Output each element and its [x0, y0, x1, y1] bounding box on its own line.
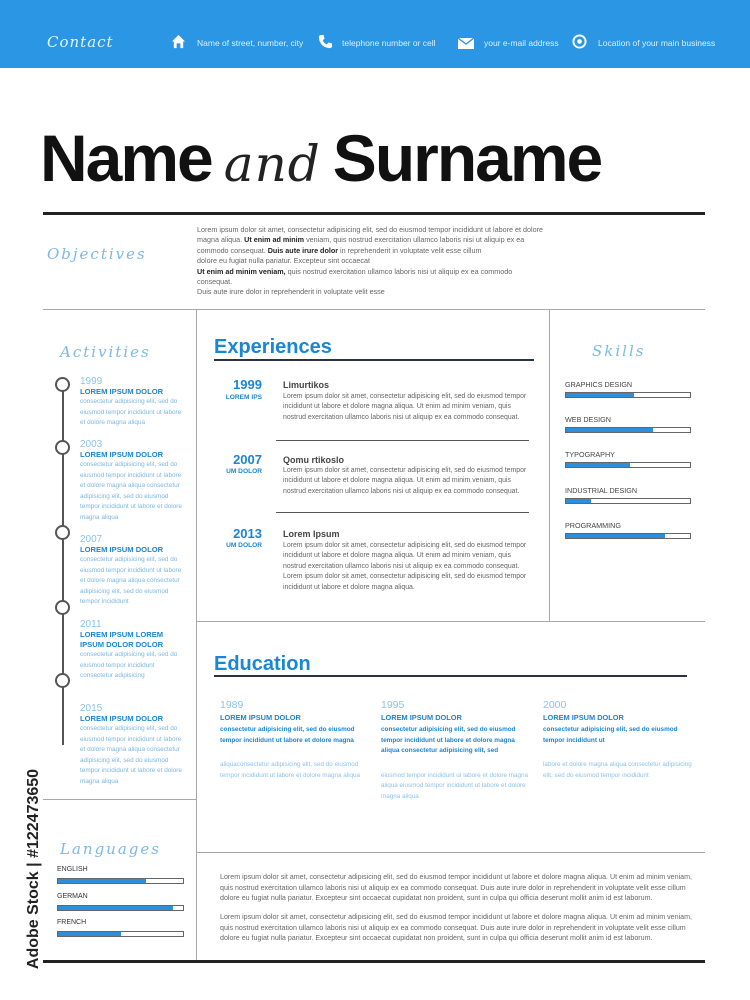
stock-watermark-text: Adobe Stock | #122473650 — [25, 768, 42, 970]
top-divider — [43, 212, 705, 215]
skill-label: GRAPHICS DESIGN — [565, 380, 633, 389]
activity-year: 1999 — [80, 376, 103, 387]
bottom-divider — [43, 960, 705, 963]
education-item — [381, 699, 531, 802]
objectives-line: Lorem ipsum dolor sit amet, consectetur adipisicing elit, sed do eiusmod tempor incididunt ut labore et dolore — [197, 225, 543, 234]
contact-address: Name of street, number, city — [197, 38, 304, 48]
location-icon — [572, 34, 587, 49]
activity-text: consectetur adipisicing elit, sed do eiusmod tempor incididunt consectetur adipisicing — [80, 651, 178, 680]
language-bar-fill — [58, 906, 173, 910]
education-item — [220, 699, 370, 781]
language-label: FRENCH — [57, 919, 87, 926]
divider — [196, 621, 705, 622]
experience-text: Lorem ipsum dolor sit amet, consectetur adipisicing elit, sed do eiusmod tempor incididunt ut labore et dolore magna aliqua. Ut enim ad minim veniam, quis nostrud exercitation ullamco laboris nisi ut aliquip ex ea commodo consequat. — [283, 467, 527, 495]
education-text: eiusmod tempor incididunt ut labore et dolore magna aliqua eiusmod tempor incididunt ut labore et dolore magna aliqua — [381, 771, 529, 800]
objectives-line: Duis aute irure dolor in reprehenderit in voluptate velit esse — [197, 287, 385, 297]
languages-label: Languages — [60, 840, 161, 858]
home-icon — [171, 34, 186, 49]
skills-label: Skills — [592, 342, 646, 360]
experience-title: Limurtikos — [283, 380, 330, 390]
skill-bar — [565, 533, 691, 539]
divider — [549, 309, 550, 621]
skill-bar-fill — [566, 393, 634, 397]
objectives-line: magna aliqua. Ut enim ad minim veniam, quis nostrud exercitation ullamco laboris nisi ut aliquip ex ea — [197, 235, 525, 245]
objectives-line: dolore eu fugiat nulla pariatur. Excepteur sint occaecat — [197, 256, 371, 266]
education-title: LOREM IPSUM DOLOR — [220, 713, 301, 722]
education-title: LOREM IPSUM DOLOR — [543, 713, 624, 722]
education-year: 1995 — [381, 699, 405, 711]
activity-title: LOREM IPSUM DOLOR — [80, 714, 164, 723]
activity-year: 2003 — [80, 439, 103, 450]
language-bar — [57, 931, 184, 937]
skill-label: PROGRAMMING — [565, 521, 621, 530]
education-sub: consectetur adipisicing elit, sed do eiusmod tempor incididunt ut labore et dolore magna aliqua consectetur adipisicing elit, sed — [381, 726, 516, 755]
language-bar — [57, 905, 184, 911]
skill-bar — [565, 462, 691, 468]
timeline-dot — [55, 673, 70, 688]
experience-sub: UM DOLOR — [226, 468, 262, 475]
contact-label: Contact — [47, 33, 114, 51]
timeline-line — [62, 383, 64, 745]
education-heading: Education — [214, 653, 311, 675]
experience-title: Qomu rtikoslo — [283, 455, 345, 465]
activity-title: LOREM IPSUM DOLOR — [80, 387, 164, 396]
experience-text: Lorem ipsum dolor sit amet, consectetur adipisicing elit, sed do eiusmod tempor incididunt ut labore et dolore magna aliqua. Ut enim ad minim veniam, quis nostrud exercitation ullamco laboris nisi ut aliquip ex ea commodo consequat. — [283, 393, 527, 421]
education-text: labore et dolore magna aliqua consectetur adipisicing elit, sed do eiusmod tempor incididunt — [543, 761, 692, 779]
experiences-rule — [214, 359, 534, 361]
experiences-heading: Experiences — [214, 336, 332, 358]
contact-location: Location of your main business — [598, 38, 716, 48]
language-label: GERMAN — [57, 893, 88, 900]
language-bar-fill — [58, 879, 146, 883]
activity-text: consectetur adipisicing elit, sed do eiusmod tempor incididunt ut labore et dolore magna aliqua — [80, 398, 182, 427]
skill-bar — [565, 498, 691, 504]
skill-label: WEB DESIGN — [565, 415, 611, 424]
experience-text: Lorem ipsum dolor sit amet, consectetur adipisicing elit, sed do eiusmod tempor incididunt ut labore et dolore magna aliqua. Ut enim ad minim veniam, quis nostrud exercitation ullamco laboris nisi ut aliquip ex ea commodo consequat. Lorem ipsum dolor sit amet, consectetur adipisicing elit, sed do eiusmod tempor incididunt ut labore et dolore magna aliqua. — [283, 542, 527, 591]
experience-separator — [276, 440, 529, 441]
page-title — [40, 120, 710, 196]
last-name: Surname — [332, 121, 602, 195]
education-year: 1989 — [220, 699, 244, 711]
education-year: 2000 — [543, 699, 567, 711]
summary-paragraph: Lorem ipsum dolor sit amet, consectetur adipisicing elit, sed do eiusmod tempor incididunt ut labore et dolore magna aliqua. Ut enim ad minim veniam, quis nostrud exercitation ullamco laboris nisi ut aliquip ex ea commodo consequat. Duis aute irure dolor in reprehenderit in voluptate velit esse cillum dolore eu fugiat nulla pariatur. Excepteur sint occaecat cupidatat non proident, sunt in culpa qui officia deserunt mollit anim id est laborum. — [220, 873, 692, 902]
stock-watermark — [4, 760, 42, 990]
activities-label: Activities — [60, 343, 151, 361]
education-text: aliquaconsectetur adipisicing elit, sed do eiusmod tempor incididunt ut labore et dolore magna aliqua — [220, 761, 361, 779]
timeline-dot — [55, 600, 70, 615]
skill-bar — [565, 392, 691, 398]
divider — [43, 309, 705, 310]
education-sub: consectetur adipisicing elit, sed do eiusmod tempor incididunt ut labore et dolore magna — [220, 726, 355, 744]
experience-year: 2007 — [233, 452, 262, 467]
objectives-line: Ut enim ad minim veniam, quis nostrud exercitation ullamco laboris nisi ut aliquip ex ea commodo consequat. — [197, 266, 513, 287]
activity-text: consectetur adipisicing elit, sed do eiusmod tempor incididunt ut labore et dolore magna aliqua consectetur adipisicing elit, sed do eiusmod tempor incididunt ut labore et dolore magna aliqua — [80, 461, 182, 521]
activity-item — [80, 534, 188, 608]
skill-bar-fill — [566, 428, 653, 432]
activity-item — [80, 619, 188, 682]
skill-bar-fill — [566, 463, 630, 467]
contact-bar — [0, 0, 750, 68]
timeline-dot — [55, 525, 70, 540]
experience-sub: LOREM IPS — [225, 394, 262, 401]
name-connector: and — [223, 135, 321, 193]
divider — [196, 309, 197, 961]
skill-label: TYPOGRAPHY — [565, 450, 615, 459]
education-sub: consectetur adipisicing elit, sed do eiusmod tempor incididunt ut — [543, 726, 678, 744]
first-name: Name — [40, 121, 212, 195]
summary-paragraph: Lorem ipsum dolor sit amet, consectetur adipisicing elit, sed do eiusmod tempor incididunt ut labore et dolore magna aliqua. Ut enim ad minim veniam, quis nostrud exercitation ullamco laboris nisi ut aliquip ex ea commodo consequat. Duis aute irure dolor in reprehenderit in voluptate velit esse cillum dolore eu fugiat nulla pariatur. Excepteur sint occaecat cupidatat non proident, sunt in culpa qui officia deserunt mollit anim id est laborum. — [220, 913, 692, 942]
activity-title: LOREM IPSUM DOLOR — [80, 545, 164, 554]
language-label: ENGLISH — [57, 866, 88, 873]
activity-title: LOREM IPSUM LOREM IPSUM DOLOR DOLOR — [80, 630, 164, 649]
timeline-dot — [55, 440, 70, 455]
education-item — [543, 699, 693, 781]
education-title: LOREM IPSUM DOLOR — [381, 713, 462, 722]
experience-year: 2013 — [233, 526, 262, 541]
activity-text: consectetur adipisicing elit, sed do eiusmod tempor incididunt ut labore et dolore magna aliqua consectetur adipisicing elit, sed do eiusmod tempor incididunt ut labore et dolore magna aliqua — [80, 725, 182, 785]
divider — [196, 852, 705, 853]
objectives-line: commodo consequat. Duis aute irure dolor in reprehenderit in voluptate velit esse cillum — [197, 245, 482, 255]
experience-year: 1999 — [233, 377, 262, 392]
experience-separator — [276, 512, 529, 513]
activity-item — [80, 439, 188, 524]
activity-item — [80, 376, 188, 429]
activity-title: LOREM IPSUM DOLOR — [80, 450, 164, 459]
activity-text: consectetur adipisicing elit, sed do eiusmod tempor incididunt ut labore et dolore magna aliqua consectetur adipisicing elit, sed do eiusmod tempor incididunt — [80, 556, 182, 606]
objectives-label: Objectives — [47, 245, 147, 263]
activity-year: 2015 — [80, 703, 103, 714]
language-bar — [57, 878, 184, 884]
skill-bar-fill — [566, 499, 591, 503]
phone-icon — [318, 34, 333, 49]
contact-email: your e-mail address — [484, 38, 559, 48]
activity-item — [80, 703, 188, 788]
experience-title: Lorem Ipsum — [283, 529, 340, 539]
skill-label: INDUSTRIAL DESIGN — [565, 486, 638, 495]
contact-phone: telephone number or cell — [342, 38, 436, 48]
language-bar-fill — [58, 932, 121, 936]
skill-bar — [565, 427, 691, 433]
activity-year: 2007 — [80, 534, 103, 545]
timeline-dot — [55, 377, 70, 392]
mail-icon — [458, 38, 474, 49]
activity-year: 2011 — [80, 619, 102, 630]
skill-bar-fill — [566, 534, 665, 538]
experience-sub: UM DOLOR — [226, 542, 262, 549]
divider — [43, 799, 196, 800]
education-rule — [214, 675, 687, 677]
objectives-text — [197, 225, 547, 298]
